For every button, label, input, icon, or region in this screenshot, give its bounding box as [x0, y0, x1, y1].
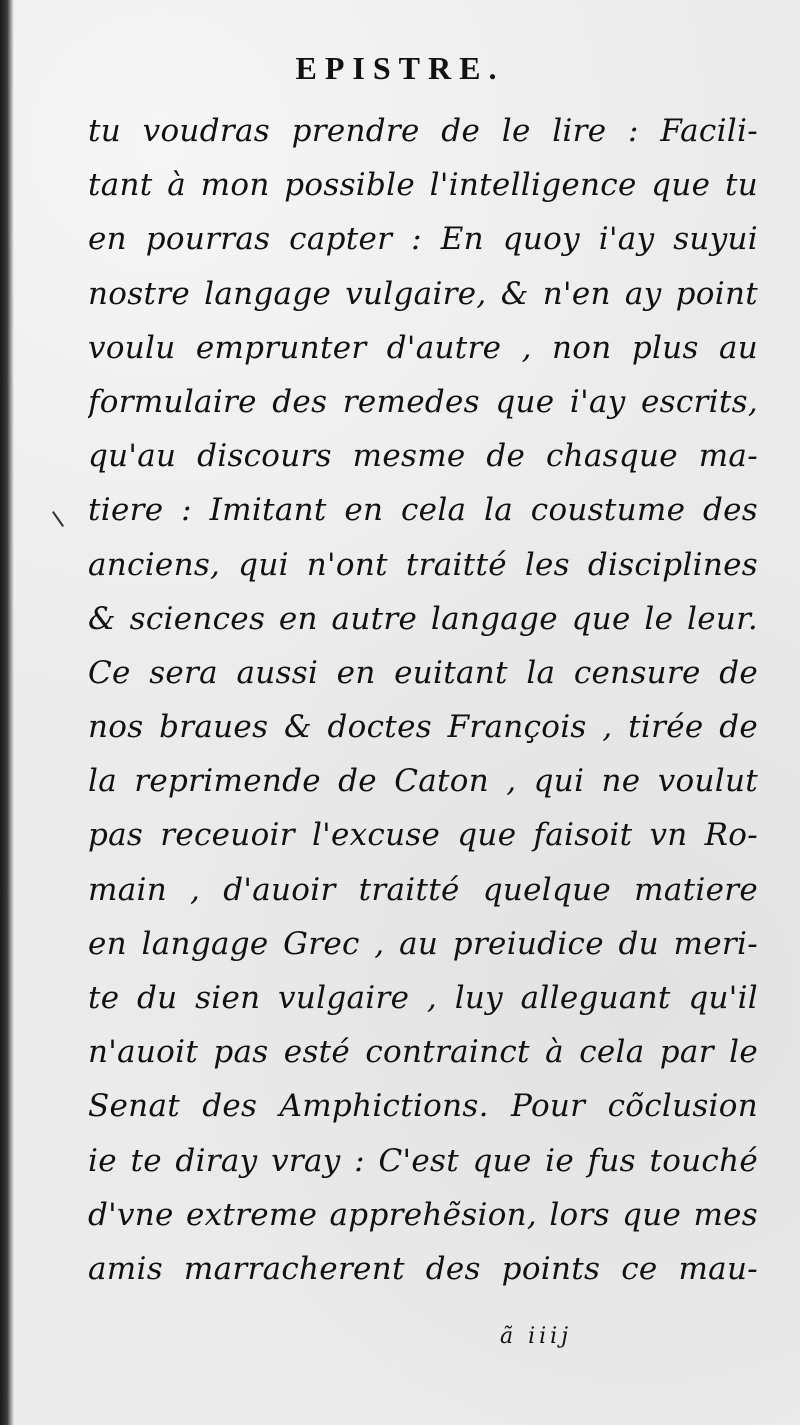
text-line: voulu emprunter d'autre , non plus au — [88, 329, 758, 366]
text-line: la reprimende de Caton , qui ne voulut — [88, 763, 758, 800]
running-title: EPISTRE. — [295, 50, 505, 86]
text-line: Senat des Amphictions. Pour cõclusion — [88, 1088, 758, 1125]
margin-mark — [52, 511, 64, 527]
text-line: nos braues & doctes François , tirée de — [88, 709, 758, 746]
text-line: qu'au discours mesme de chasque ma- — [88, 438, 758, 475]
text-line: main , d'auoir traitté quelque matiere — [88, 871, 758, 908]
body-text — [88, 104, 758, 1296]
text-line: Ce sera aussi en euitant la censure de — [88, 654, 758, 691]
text-line: tant à mon possible l'intelligence que tu — [88, 167, 758, 204]
text-line: d'vne extreme apprehẽsion, lors que mes — [88, 1196, 758, 1233]
signature-mark: ã iiij — [500, 1324, 573, 1349]
text-line: te du sien vulgaire , luy alleguant qu'il — [88, 980, 758, 1016]
text-line: formulaire des remedes que i'ay escrits, — [88, 383, 758, 420]
text-line: en pourras capter : En quoy i'ay suyui — [88, 221, 758, 258]
text-line: pas receuoir l'excuse que faisoit vn Ro- — [88, 817, 758, 854]
page-gutter-shadow — [0, 0, 14, 1425]
text-line: n'auoit pas esté contrainct à cela par le — [88, 1034, 758, 1071]
text-line: & sciences en autre langage que le leur. — [88, 600, 758, 637]
text-line: tiere : Imitant en cela la coustume des — [88, 492, 758, 529]
text-line: amis marracherent des points ce mau- — [88, 1250, 758, 1287]
text-line: tu voudras prendre de le lire : Facili- — [88, 113, 758, 149]
text-line: ie te diray vray : C'est que ie fus touché — [88, 1142, 758, 1179]
text-line: en langage Grec , au preiudice du meri- — [88, 925, 758, 962]
text-line: anciens, qui n'ont traitté les disciplines — [88, 546, 758, 583]
text-line: nostre langage vulgaire, & n'en ay point — [88, 275, 758, 312]
